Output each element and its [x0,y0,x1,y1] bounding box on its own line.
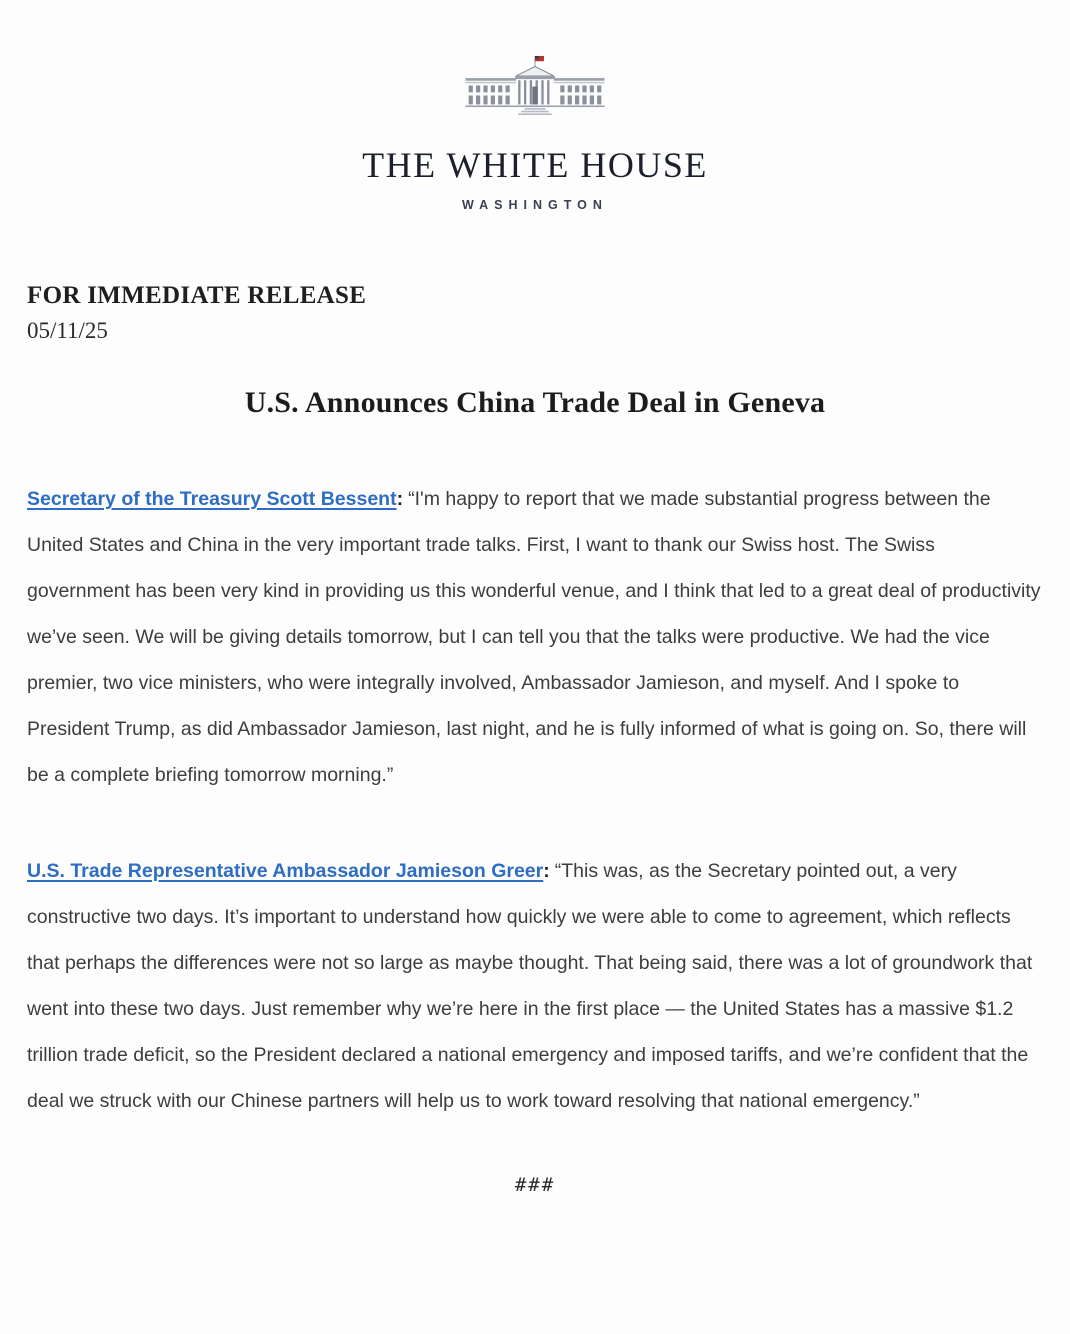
release-info [27,282,1043,344]
white-house-building-icon [456,52,614,140]
bessent-statement-paragraph [27,476,1043,798]
greer-statement-paragraph [27,848,1043,1124]
logo-wordmark: THE WHITE HOUSE [362,145,708,185]
for-immediate-release-label: FOR IMMEDIATE RELEASE [27,282,367,309]
greer-link[interactable]: U.S. Trade Representative Ambassador Jamieson Greer [27,860,544,882]
press-release-headline: U.S. Announces China Trade Deal in Geneva [244,386,826,419]
speaker-colon: : [543,860,550,882]
speaker-colon: : [396,488,404,510]
release-date: 05/11/25 [27,318,108,343]
greer-quote-text: “This was, as the Secretary pointed out, a very constructive two days. It’s important to understand how quickly we were able to come to agreement, which reflects that perhaps the differences were not so large as maybe thought. That being said, there was a lot of groundwork that went into these two days. Just remember why we’re here in the first place — the United States has a massive $1.2 trillion trade deficit, so the President declared a national emergency and imposed tariffs, and we’re confident that the deal we struck with our Chinese partners will help us to work toward resolving that national emergency.” [27,860,1033,1112]
bessent-quote-text: “I'm happy to report that we made substantial progress between the United States and China in the very important trade talks. First, I want to thank our Swiss host. The Swiss government has been very kind in providing us this wonderful venue, and I think that led to a great deal of productivity we’ve seen. We will be giving details tomorrow, but I can tell you that the talks were productive. We had the vice premier, two vice ministers, who were integrally involved, Ambassador Jamieson, and myself. And I spoke to President Trump, as did Ambassador Jamieson, last night, and he is fully informed of what is going on. So, there will be a complete briefing tomorrow morning.” [27,488,1041,786]
white-house-masthead [27,52,1043,212]
press-release-end-mark: ### [514,1174,556,1196]
press-release-body [27,476,1043,1124]
logo-washington-label: WASHINGTON [462,198,608,212]
bessent-link[interactable]: Secretary of the Treasury Scott Bessent [27,488,397,510]
